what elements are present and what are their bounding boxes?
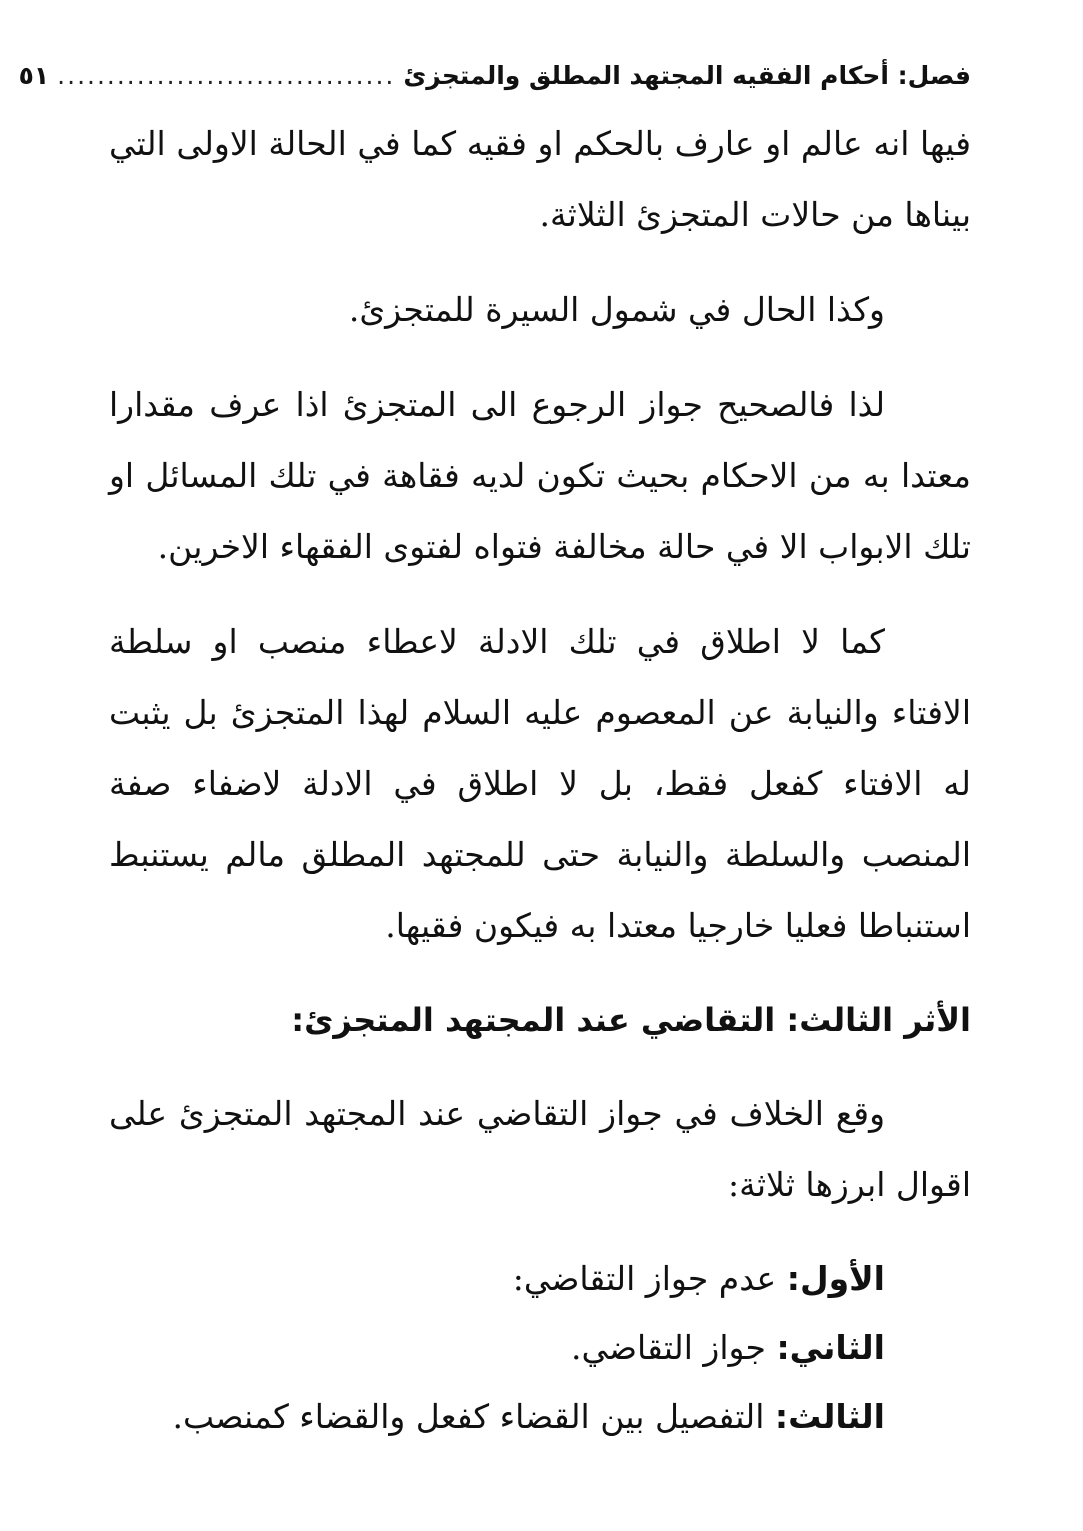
paragraph-sira: وكذا الحال في شمول السيرة للمتجزئ. [348,290,885,329]
opinion-item [109,1382,885,1451]
opinion-item [109,1313,885,1382]
section-intro: وقع الخلاف في جواز التقاضي عند المجتهد المتجزئ على اقوال ابرزها ثلاثة: [109,1094,971,1204]
page-number: ٥١ [18,60,50,90]
opinion-label: الأول: [786,1259,885,1298]
opinion-text: التفصيل بين القضاء كفعل والقضاء كمنصب. [172,1397,765,1436]
opinion-label: الثاني: [776,1328,885,1367]
opinion-label: الثالث: [774,1397,885,1436]
opinion-text: عدم جواز التقاضي: [512,1259,777,1298]
opinion-text: جواز التقاضي. [570,1328,766,1367]
paragraph-conclusion: لذا فالصحيح جواز الرجوع الى المتجزئ اذا عرف مقدارا معتدا به من الاحكام بحيث تكون لديه فقاهة في تلك المسائل او تلك الابواب الا في حالة مخالفة فتواه لفتوى الفقهاء الاخرين. [109,385,971,566]
running-header [18,55,971,95]
section-heading: الأثر الثالث: التقاضي عند المجتهد المتجزئ: [291,1001,971,1039]
opinion-item [109,1244,885,1313]
paragraph-continuation: فيها انه عالم او عارف بالحكم او فقيه كما في الحالة الاولى التي بيناها من حالات المتجزئ الثلاثة. [109,124,971,234]
leader-dots: .................................. [57,60,396,90]
page-body [109,108,971,1451]
chapter-title: فصل: أحكام الفقيه المجتهد المطلق والمتجزئ [403,60,971,90]
paragraph-no-authority: كما لا اطلاق في تلك الادلة لاعطاء منصب او سلطة الافتاء والنيابة عن المعصوم عليه السلام لهذا المتجزئ بل يثبت له الافتاء كفعل فقط، بل لا اطلاق في الادلة لاضفاء صفة المنصب والسلطة والنيابة حتى للمجتهد المطلق مالم يستنبط استنباطا فعليا خارجيا معتدا به فيكون فقيها. [109,622,971,945]
